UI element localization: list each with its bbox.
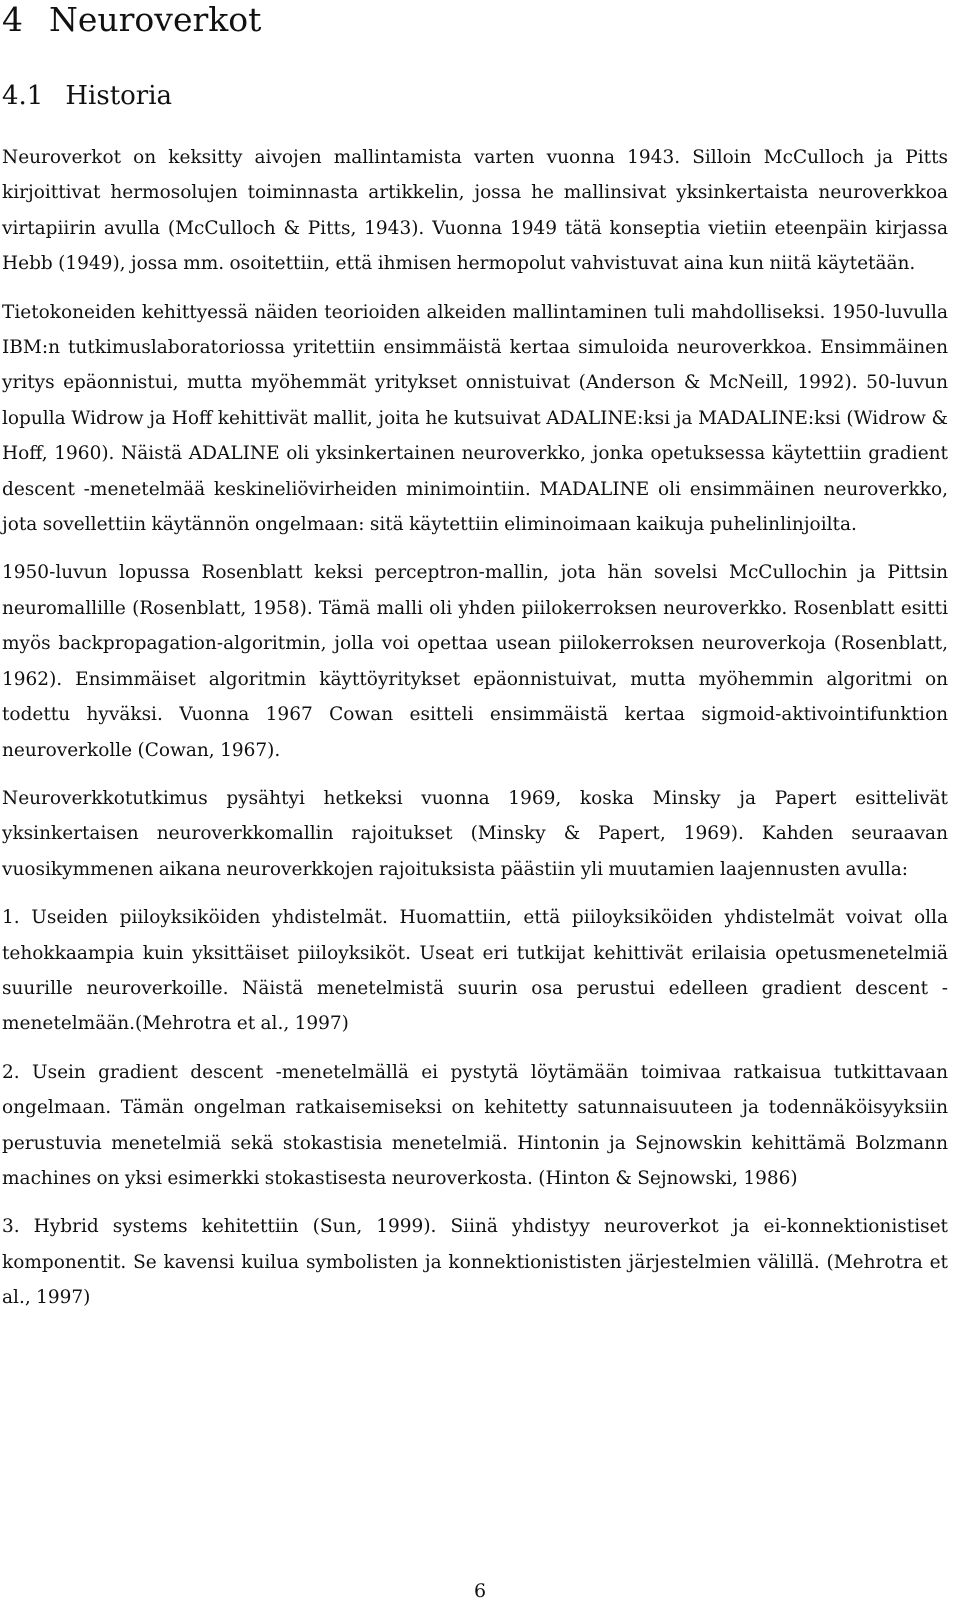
- section-number: 4.1: [2, 81, 44, 111]
- list-item-paragraph: 3. Hybrid systems kehitettiin (Sun, 1999). Siinä yhdistyy neuroverkot ja ei-konnektionistiset komponentit. Se kavensi kuilua symbolisten ja konnektionististen järjestelmien välillä. (Mehrotra et al., 1997): [2, 1216, 948, 1309]
- paragraph: Neuroverkkotutkimus pysähtyi hetkeksi vuonna 1969, koska Minsky ja Papert esittelivät yksinkertaisen neuroverkkomallin rajoitukset (Minsky & Papert, 1969). Kahden seuraavan vuosikymmenen aikana neuroverkkojen rajoituksista päästiin yli muutamien laajennusten avulla:: [2, 787, 948, 880]
- page-number: 6: [473, 1580, 487, 1602]
- list-item-paragraph: 1. Useiden piiloyksiköiden yhdistelmät. Huomattiin, että piiloyksiköiden yhdistelmät voivat olla tehokkaampia kuin yksittäiset piiloyksiköt. Useat eri tutkijat kehittivät erilaisia opetusmenetelmiä suurille neuroverkoille. Näistä menetelmistä suurin osa perustui edelleen gradient descent -menetelmään.(Mehrotra et al., 1997): [2, 907, 948, 1035]
- section-heading: [2, 80, 948, 112]
- document-page: [2, 0, 948, 1329]
- paragraph: Neuroverkot on keksitty aivojen mallintamista varten vuonna 1943. Silloin McCulloch ja Pitts kirjoittivat hermosolujen toiminnasta artikkelin, jossa he mallinsivat yksinkertaista neuroverkkoa virtapiirin avulla (McCulloch & Pitts, 1943). Vuonna 1949 tätä konseptia vietiin eteenpäin kirjassa Hebb (1949), jossa mm. osoitettiin, että ihmisen hermopolut vahvistuvat aina kun niitä käytetään.: [2, 147, 948, 275]
- paragraph: Tietokoneiden kehittyessä näiden teorioiden alkeiden mallintaminen tuli mahdolliseksi. 1950-luvulla IBM:n tutkimuslaboratoriossa yritettiin ensimmäistä kertaa simuloida neuroverkkoa. Ensimmäinen yritys epäonnistui, mutta myöhemmät yritykset onnistuivat (Anderson & McNeill, 1992). 50-luvun lopulla Widrow ja Hoff kehittivät mallit, joita he kutsuivat ADALINE:ksi ja MADALINE:ksi (Widrow & Hoff, 1960). Näistä ADALINE oli yksinkertainen neuroverkko, jonka opetuksessa käytettiin gradient descent -menetelmää keskineliövirheiden minimointiin. MADALINE oli ensimmäinen neuroverkko, jota sovellettiin käytännön ongelmaan: sitä käytettiin eliminoimaan kaikuja puhelinlinjoilta.: [2, 301, 948, 536]
- section-title: Historia: [65, 81, 173, 111]
- chapter-number: 4: [2, 0, 23, 39]
- list-item-paragraph: 2. Usein gradient descent -menetelmällä ei pystytä löytämään toimivaa ratkaisua tutkittavaan ongelmaan. Tämän ongelman ratkaisemiseksi on kehitetty satunnaisuuteen ja todennäköisyyksiin perustuvia menetelmiä sekä stokastisia menetelmiä. Hintonin ja Sejnowskin kehittämä Bolzmann machines on yksi esimerkki stokastisesta neuroverkosta. (Hinton & Sejnowski, 1986): [2, 1061, 948, 1189]
- body-text: [2, 140, 948, 1316]
- paragraph: 1950-luvun lopussa Rosenblatt keksi perceptron-mallin, jota hän sovelsi McCullochin ja Pittsin neuromallille (Rosenblatt, 1958). Tämä malli oli yhden piilokerroksen neuroverkko. Rosenblatt esitti myös backpropagation-algoritmin, jolla voi opettaa usean piilokerroksen neuroverkoja (Rosenblatt, 1962). Ensimmäiset algoritmin käyttöyritykset epäonnistuivat, mutta myöhemmin algoritmi on todettu hyväksi. Vuonna 1967 Cowan esitteli ensimmäistä kertaa sigmoid-aktivointifunktion neuroverkolle (Cowan, 1967).: [2, 562, 948, 761]
- chapter-title: Neuroverkot: [49, 0, 262, 39]
- chapter-heading: [2, 0, 948, 44]
